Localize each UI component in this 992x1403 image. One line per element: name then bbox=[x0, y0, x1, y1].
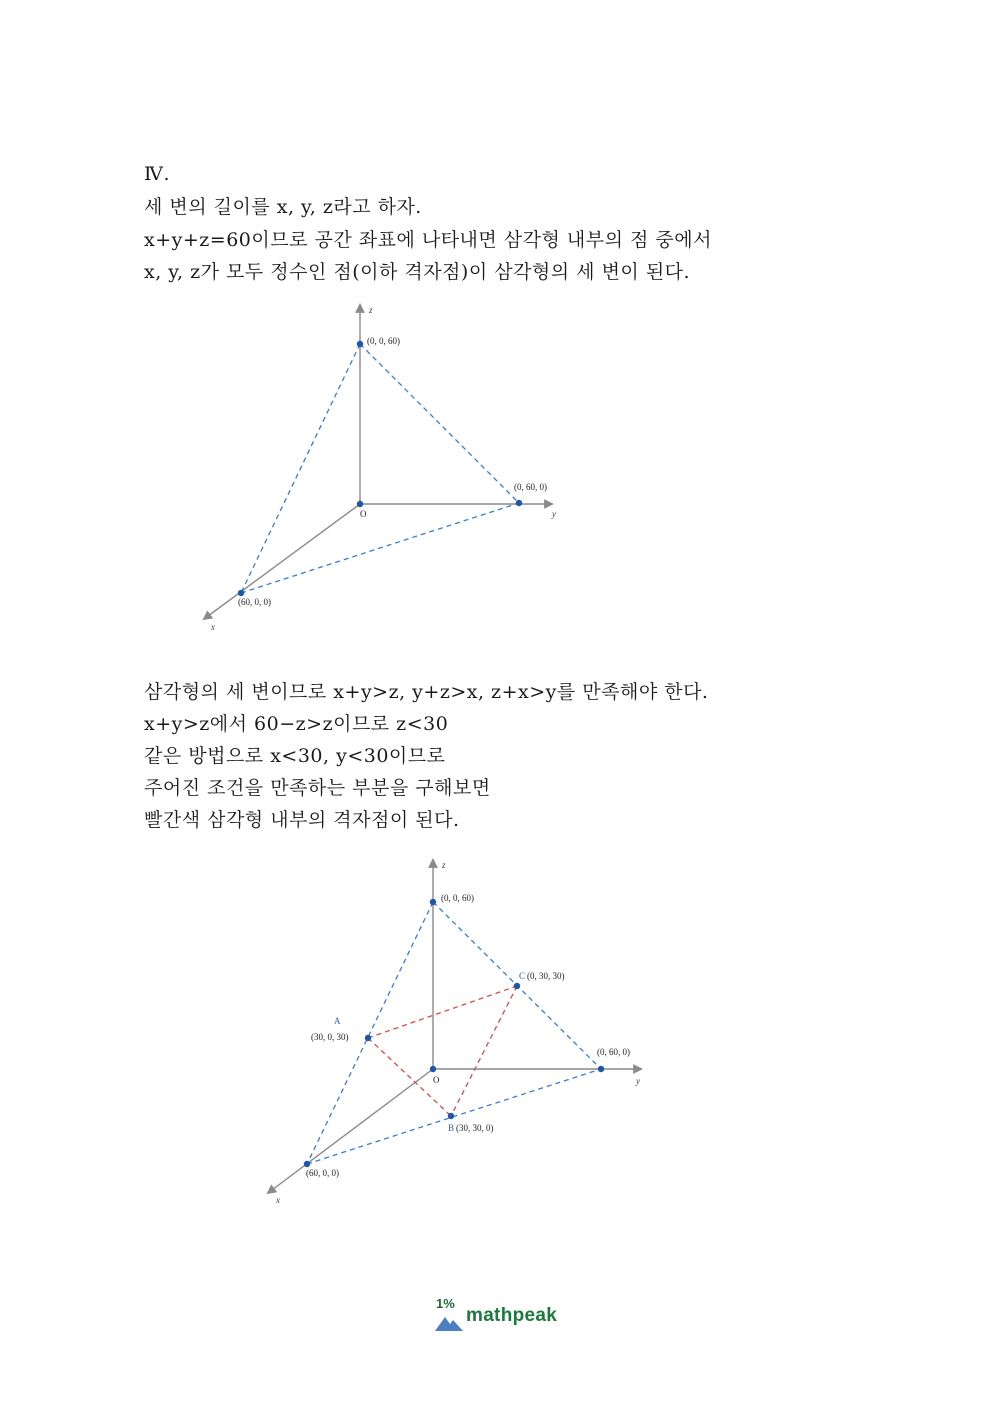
text-line-3: x, y, z가 모두 정수인 점(이하 격자점)이 삼각형의 세 변이 된다. bbox=[144, 261, 691, 283]
point-A-label: (30, 0, 30) bbox=[311, 1032, 349, 1042]
x-axis-label: x bbox=[211, 622, 215, 632]
text-line-6: 같은 방법으로 x<30, y<30이므로 bbox=[144, 745, 446, 767]
point-x-label: (60, 0, 0) bbox=[306, 1168, 339, 1178]
point-C-name: C bbox=[519, 971, 526, 981]
section-heading: Ⅳ. bbox=[144, 163, 171, 185]
x-axis bbox=[268, 1069, 433, 1193]
z-axis-label: z bbox=[442, 860, 446, 870]
origin-label: O bbox=[360, 509, 367, 519]
text-line-1: 세 변의 길이를 x, y, z라고 하자. bbox=[144, 196, 422, 218]
edge-zy bbox=[360, 344, 519, 503]
origin-point bbox=[357, 501, 363, 507]
x-axis-label: x bbox=[276, 1195, 280, 1205]
origin-point bbox=[430, 1066, 436, 1072]
point-B-name: B bbox=[448, 1123, 455, 1133]
logo-percent: 1% bbox=[436, 1296, 455, 1311]
origin-label: O bbox=[433, 1075, 440, 1085]
edge-CB bbox=[451, 986, 517, 1116]
y-axis-label: y bbox=[636, 1076, 640, 1086]
point-z bbox=[357, 341, 363, 347]
point-z bbox=[430, 899, 436, 905]
text-line-4: 삼각형의 세 변이므로 x+y>z, y+z>x, z+x>y를 만족해야 한다. bbox=[144, 681, 709, 703]
point-B bbox=[448, 1113, 454, 1119]
y-axis-label: y bbox=[552, 509, 556, 519]
point-y bbox=[598, 1066, 604, 1072]
point-A bbox=[365, 1035, 371, 1041]
text-line-5: x+y>z에서 60−z>z이므로 z<30 bbox=[144, 713, 449, 735]
text-line-7: 주어진 조건을 만족하는 부분을 구해보면 bbox=[144, 777, 491, 799]
point-x bbox=[238, 590, 244, 596]
figure-red-triangle bbox=[260, 850, 660, 1210]
mountain-icon bbox=[434, 1314, 464, 1332]
point-y bbox=[516, 500, 522, 506]
mathpeak-logo bbox=[434, 1296, 574, 1336]
point-x bbox=[304, 1161, 310, 1167]
point-z-label: (0, 0, 60) bbox=[441, 893, 474, 903]
point-C-label: (0, 30, 30) bbox=[527, 971, 565, 981]
figure-simplex bbox=[190, 295, 580, 640]
point-y-label: (0, 60, 0) bbox=[597, 1047, 630, 1057]
point-B-label: (30, 30, 0) bbox=[456, 1123, 494, 1133]
point-z-label: (0, 0, 60) bbox=[367, 336, 400, 346]
point-x-label: (60, 0, 0) bbox=[238, 597, 271, 607]
logo-brand: mathpeak bbox=[466, 1305, 558, 1326]
edge-xy bbox=[241, 503, 519, 593]
text-line-8: 빨간색 삼각형 내부의 격자점이 된다. bbox=[144, 809, 460, 831]
point-A-name: A bbox=[334, 1016, 341, 1026]
z-axis-label: z bbox=[369, 305, 373, 315]
point-y-label: (0, 60, 0) bbox=[514, 482, 547, 492]
point-C bbox=[514, 983, 520, 989]
text-line-2: x+y+z=60이므로 공간 좌표에 나타내면 삼각형 내부의 점 중에서 bbox=[144, 229, 712, 251]
edge-zx bbox=[241, 344, 360, 593]
